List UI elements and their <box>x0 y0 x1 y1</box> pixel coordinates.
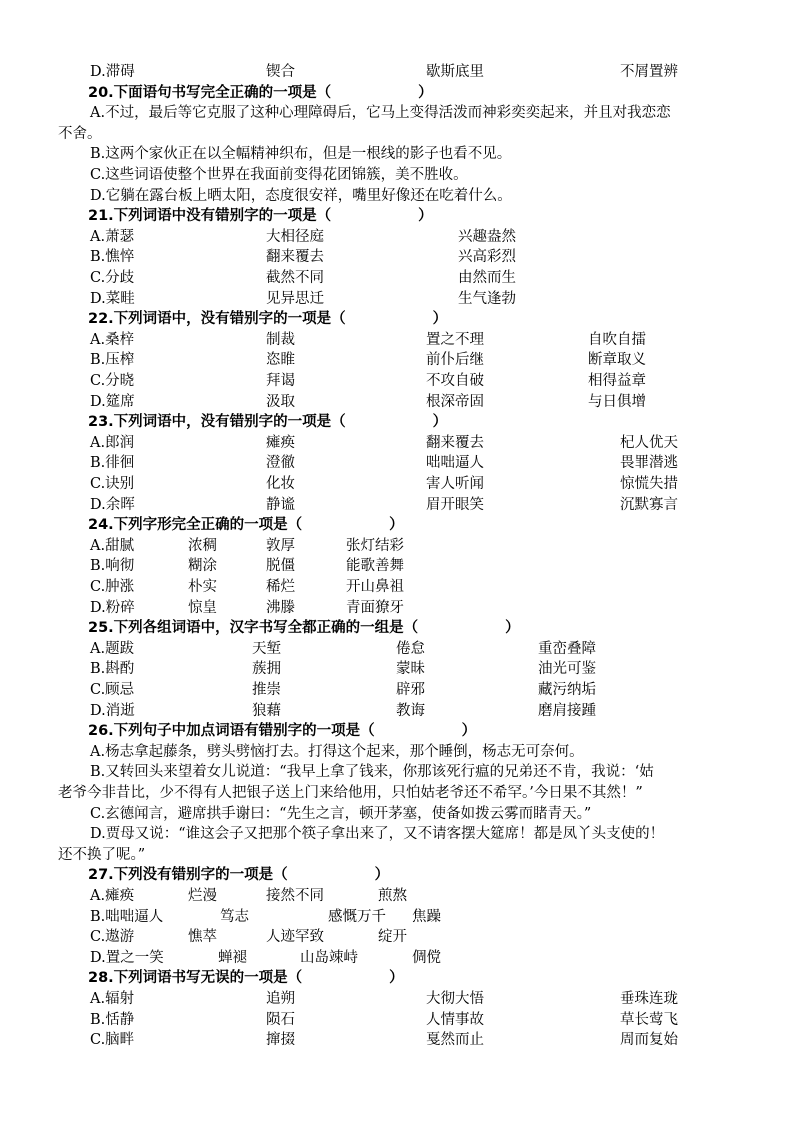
option-label: D.置之一笑 <box>90 949 164 966</box>
option-word: 重峦叠障 <box>538 640 596 657</box>
question-stem <box>0 412 794 433</box>
option-sentence <box>0 165 794 186</box>
option-word: 恣睢 <box>266 352 295 369</box>
option-word: 化妆 <box>266 476 295 492</box>
option-word: 翻来覆去 <box>426 434 484 451</box>
question-stem <box>0 968 794 989</box>
option-text: 老爷今非昔比，少不得有人把银子送上门来给他用，只怕姑老爷还不希罕。’今日果不其然！” <box>58 785 643 801</box>
option-label: B.斟酌 <box>90 661 135 678</box>
option-label: C.脑畔 <box>90 1032 135 1049</box>
option-text: 不舍。 <box>58 125 102 142</box>
option-word: 稀烂 <box>266 579 295 595</box>
option-row <box>0 392 794 413</box>
question-text: 27.下列没有错别字的一项是（ ） <box>88 867 390 884</box>
option-row <box>0 62 794 83</box>
option-word: 朴实 <box>188 579 217 595</box>
option-word: 推崇 <box>252 682 281 698</box>
option-word: 沸滕 <box>266 599 295 616</box>
option-word: 倜傥 <box>412 949 441 966</box>
option-word: 眉开眼笑 <box>426 496 484 513</box>
option-text: C.这些词语使整个世界在我面前变得花团锦簇，美不胜收。 <box>90 167 468 183</box>
option-word: 磨肩接踵 <box>538 702 596 719</box>
option-word: 汲取 <box>266 393 295 410</box>
option-continuation <box>0 124 794 145</box>
option-word: 青面獠牙 <box>346 599 404 616</box>
option-word: 蒙昧 <box>396 661 425 678</box>
option-row <box>0 330 794 351</box>
option-row <box>0 1030 794 1051</box>
option-text: 还不换了呢。” <box>58 846 146 863</box>
option-text: D.贾母又说：“谁这会子又把那个筷子拿出来了，又不请客摆大筵席！都是凤丫头支使的！ <box>90 826 665 843</box>
option-row <box>0 1010 794 1031</box>
option-word: 自吹自擂 <box>588 331 646 348</box>
option-row <box>0 453 794 474</box>
question-text: 23.下列词语中，没有错别字的一项是（ ） <box>88 414 448 431</box>
option-row <box>0 577 794 598</box>
option-word: 制裁 <box>266 331 295 348</box>
option-sentence <box>0 742 794 763</box>
option-word: 戛然而止 <box>426 1032 484 1049</box>
question-text: 26.下列句子中加点词语有错别字的一项是（ ） <box>88 723 477 740</box>
option-text: C.玄德闻言，避席拱手谢曰：“先生之言，顿开茅塞，使备如拨云雾而睹青天。” <box>90 805 592 822</box>
option-row <box>0 680 794 701</box>
option-word: 糊涂 <box>188 558 217 575</box>
option-row <box>0 989 794 1010</box>
option-word: 山岛竦峙 <box>300 949 358 966</box>
option-label: A.甜腻 <box>90 537 135 554</box>
option-word: 断章取义 <box>588 352 646 369</box>
option-word: 辟邪 <box>396 682 425 698</box>
option-word: 蔟拥 <box>252 661 281 678</box>
option-label: A.题跋 <box>90 640 135 657</box>
option-word: 畏罪潜逃 <box>620 455 678 472</box>
option-sentence <box>0 762 794 783</box>
option-word: 不攻自破 <box>426 373 484 389</box>
option-label: C.诀别 <box>90 476 135 492</box>
option-word: 人情事故 <box>426 1011 484 1028</box>
option-text: A.杨志拿起藤条，劈头劈恼打去。打得这个起来，那个睡倒，杨志无可奈何。 <box>90 743 584 760</box>
option-word: 感慨万千 <box>328 908 386 925</box>
question-text: 22.下列词语中，没有错别字的一项是（ ） <box>88 311 448 328</box>
question-stem <box>0 515 794 536</box>
option-label: A.辐射 <box>90 991 135 1007</box>
option-row <box>0 639 794 660</box>
option-label: D.菜畦 <box>90 290 135 307</box>
question-text: 20.下面语句书写完全正确的一项是（ ） <box>88 84 433 101</box>
option-label: B.徘徊 <box>90 455 135 472</box>
option-word: 相得益章 <box>588 373 646 389</box>
option-word: 见异思迁 <box>266 290 324 307</box>
option-row <box>0 659 794 680</box>
option-word: 油光可鉴 <box>538 661 596 678</box>
option-word: 生气逢勃 <box>458 290 516 307</box>
option-label: A.桑梓 <box>90 331 135 348</box>
option-word: 张灯结彩 <box>346 537 404 554</box>
option-label: C.分晓 <box>90 373 135 389</box>
option-word: 不屑置辨 <box>620 64 678 80</box>
option-word: 焦躁 <box>412 908 441 925</box>
option-continuation <box>0 845 794 866</box>
option-word: 藏污纳垢 <box>538 682 596 698</box>
option-label: C.肿涨 <box>90 579 135 595</box>
option-word: 周而复始 <box>620 1032 678 1049</box>
option-word: 陨石 <box>266 1011 295 1028</box>
option-label: C.遨游 <box>90 929 135 946</box>
option-sentence <box>0 186 794 207</box>
option-word: 与日俱增 <box>588 393 646 410</box>
option-label: C.分歧 <box>90 270 135 286</box>
option-row <box>0 350 794 371</box>
option-word: 瘫痪 <box>266 434 295 451</box>
option-word: 锲合 <box>266 64 295 80</box>
option-label: D.筵席 <box>90 393 135 410</box>
option-row <box>0 907 794 928</box>
option-word: 撺掇 <box>266 1032 295 1049</box>
question-stem <box>0 309 794 330</box>
option-word: 拜谒 <box>266 373 295 389</box>
option-label: D.消逝 <box>90 702 135 719</box>
option-word: 翻来覆去 <box>266 249 324 266</box>
option-word: 垂珠连珑 <box>620 991 678 1007</box>
option-row <box>0 433 794 454</box>
option-label: A.郎润 <box>90 434 135 451</box>
option-word: 追朔 <box>266 991 295 1007</box>
option-word: 狼藉 <box>252 702 281 719</box>
option-word: 大相径庭 <box>266 228 324 245</box>
option-word: 静谧 <box>266 496 295 513</box>
option-row <box>0 495 794 516</box>
option-word: 惊皇 <box>188 599 217 616</box>
option-row <box>0 247 794 268</box>
option-label: B.响彻 <box>90 558 135 575</box>
option-word: 倦怠 <box>396 640 425 657</box>
option-text: B.又转回头来望着女儿说道：“我早上拿了钱来，你那该死行瘟的兄弟还不肯，我说：‘姑 <box>90 764 654 781</box>
question-text: 24.下列字形完全正确的一项是（ ） <box>88 517 404 534</box>
option-word: 脱僵 <box>266 558 295 575</box>
option-word: 根深帝固 <box>426 393 484 410</box>
option-word: 沉默寡言 <box>620 496 678 513</box>
question-text: 25.下列各组词语中，汉字书写全都正确的一组是（ ） <box>88 620 520 637</box>
option-word: 浓稠 <box>188 537 217 554</box>
question-stem <box>0 721 794 742</box>
question-text: 28.下列词语书写无误的一项是（ ） <box>88 970 404 987</box>
option-row <box>0 886 794 907</box>
option-word: 草长莺飞 <box>620 1011 678 1028</box>
option-word: 烂漫 <box>188 888 217 904</box>
option-word: 兴趣盎然 <box>458 228 516 245</box>
option-word: 歇斯底里 <box>426 64 484 80</box>
option-word: 置之不理 <box>426 331 484 348</box>
option-row <box>0 227 794 248</box>
option-row <box>0 556 794 577</box>
option-word: 人迹罕致 <box>266 929 324 946</box>
question-stem <box>0 865 794 886</box>
option-label: D.粉碎 <box>90 599 135 616</box>
option-label: B.咄咄逼人 <box>90 908 164 925</box>
option-word: 由然而生 <box>458 270 516 286</box>
option-sentence <box>0 824 794 845</box>
option-word: 煎熬 <box>378 888 407 904</box>
option-word: 天堑 <box>252 640 281 657</box>
question-stem <box>0 83 794 104</box>
option-word: 大彻大悟 <box>426 991 484 1007</box>
option-sentence <box>0 144 794 165</box>
option-row <box>0 536 794 557</box>
option-word: 截然不同 <box>266 270 324 286</box>
option-row <box>0 289 794 310</box>
option-word: 杞人优天 <box>620 434 678 451</box>
option-label: B.憔悴 <box>90 249 135 266</box>
option-word: 开山鼻祖 <box>346 579 404 595</box>
option-word: 教诲 <box>396 702 425 719</box>
option-word: 接然不同 <box>266 888 324 904</box>
option-text: B.这两个家伙正在以全幅精神织布，但是一根线的影子也看不见。 <box>90 146 512 163</box>
option-word: 绽开 <box>378 929 407 946</box>
option-word: 澄徹 <box>266 455 295 472</box>
option-label: D.余晖 <box>90 496 135 513</box>
option-word: 兴高彩烈 <box>458 249 516 266</box>
option-row <box>0 474 794 495</box>
option-row <box>0 948 794 969</box>
option-word: 蝉褪 <box>218 949 247 966</box>
option-word: 笃志 <box>220 908 249 925</box>
question-stem <box>0 206 794 227</box>
option-word: 惊慌失措 <box>620 476 678 492</box>
option-sentence <box>0 804 794 825</box>
option-label: D.滞碍 <box>90 64 135 80</box>
option-text: D.它躺在露台板上晒太阳，态度很安祥，嘴里好像还在吃着什么。 <box>90 187 512 204</box>
option-row <box>0 927 794 948</box>
option-label: C.顾忌 <box>90 682 135 698</box>
option-word: 咄咄逼人 <box>426 455 484 472</box>
option-label: A.瘫痪 <box>90 888 135 904</box>
option-word: 害人听闻 <box>426 476 484 492</box>
option-row <box>0 701 794 722</box>
option-sentence <box>0 103 794 124</box>
option-row <box>0 371 794 392</box>
option-row <box>0 598 794 619</box>
option-continuation <box>0 783 794 804</box>
option-word: 敦厚 <box>266 537 295 554</box>
option-word: 憔萃 <box>188 929 217 946</box>
option-row <box>0 268 794 289</box>
option-label: A.萧瑟 <box>90 228 135 245</box>
option-text: A.不过，最后等它克服了这种心理障碍后，它马上变得活泼而神彩奕奕起来，并且对我恋恋 <box>90 105 671 122</box>
question-stem <box>0 618 794 639</box>
question-text: 21.下列词语中没有错别字的一项是（ ） <box>88 208 433 225</box>
option-label: B.恬静 <box>90 1011 135 1028</box>
option-word: 能歌善舞 <box>346 558 404 575</box>
option-word: 前仆后继 <box>426 352 484 369</box>
option-label: B.压榨 <box>90 352 135 369</box>
